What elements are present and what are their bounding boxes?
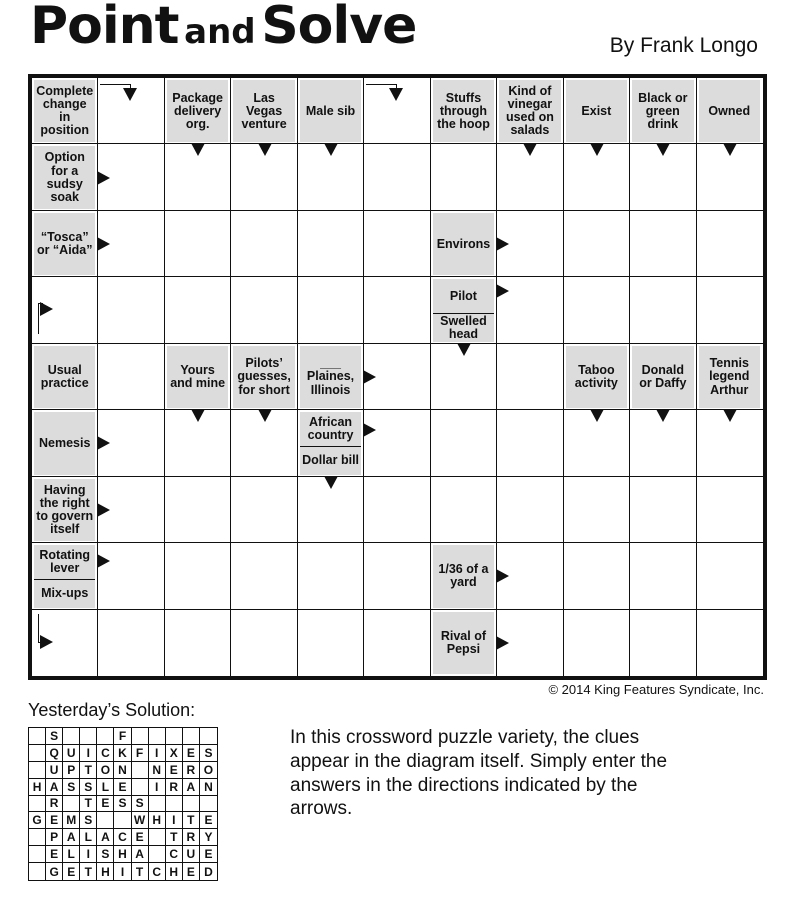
right-arrow-icon: [496, 284, 509, 298]
clue-r6c0: Having the right to govern itself: [34, 479, 95, 541]
clue-r3c6a: Pilot: [433, 279, 494, 314]
clue-r4c3: Pilots’ guesses, for short: [233, 346, 294, 408]
grid-cell[interactable]: [497, 410, 563, 476]
clue-r0c2: Package delivery org.: [167, 80, 228, 142]
solution-cell: [132, 779, 149, 796]
grid-cell[interactable]: [630, 543, 696, 609]
solution-cell: T: [166, 829, 183, 846]
down-arrow-icon: [723, 409, 737, 422]
solution-cell: [149, 728, 166, 745]
solution-cell: E: [97, 796, 114, 813]
solution-cell: I: [166, 812, 183, 829]
clue-r4c4: ___ Plaines, Illinois: [300, 346, 361, 408]
clue-r4c10: Tennis legend Arthur: [699, 346, 760, 408]
solution-cell: E: [46, 812, 63, 829]
solution-cell: [200, 728, 217, 745]
clue-r8c6: Rival of Pepsi: [433, 612, 494, 674]
right-arrow-icon: [496, 636, 509, 650]
clue-r5c4b: Dollar bill: [300, 447, 361, 475]
solution-cell: [97, 728, 114, 745]
right-arrow-icon: [363, 423, 376, 437]
solution-cell: [29, 863, 46, 880]
solution-cell: I: [149, 779, 166, 796]
clue-r0c3: Las Vegas venture: [233, 80, 294, 142]
clue-r5c4a: African country: [300, 412, 361, 447]
clue-r0c8: Exist: [566, 80, 627, 142]
right-arrow-icon: [97, 503, 110, 517]
down-arrow-icon: [656, 409, 670, 422]
solution-cell: O: [97, 762, 114, 779]
right-arrow-icon: [97, 554, 110, 568]
grid-cell[interactable]: [564, 610, 630, 676]
solution-cell: R: [183, 829, 200, 846]
solution-cell: C: [97, 745, 114, 762]
solution-cell: [29, 728, 46, 745]
clue-r7c0a: Rotating lever: [34, 545, 95, 580]
solution-cell: E: [200, 812, 217, 829]
grid-cell[interactable]: [298, 543, 364, 609]
right-arrow-icon: [496, 237, 509, 251]
grid-cell[interactable]: [364, 477, 430, 543]
solution-cell: S: [97, 846, 114, 863]
solution-cell: Q: [46, 745, 63, 762]
solution-cell: A: [183, 779, 200, 796]
solution-cell: L: [80, 829, 97, 846]
yesterday-solution-grid: [28, 727, 218, 881]
grid-cell[interactable]: [431, 477, 497, 543]
right-arrow-icon: [97, 171, 110, 185]
right-arrow-icon: [496, 569, 509, 583]
solution-cell: P: [46, 829, 63, 846]
solution-cell: X: [166, 745, 183, 762]
grid-cell[interactable]: [564, 543, 630, 609]
solution-cell: E: [63, 863, 80, 880]
solution-cell: [166, 796, 183, 813]
solution-cell: H: [97, 863, 114, 880]
clue-r0c9: Black or green drink: [632, 80, 693, 142]
clue-r1c0: Option for a sudsy soak: [34, 146, 95, 208]
solution-cell: R: [183, 762, 200, 779]
clue-r4c8: Taboo activity: [566, 346, 627, 408]
clue-r2c0: “Tosca” or “Aida”: [34, 213, 95, 275]
yesterday-solution-label: Yesterday’s Solution:: [28, 700, 196, 720]
clue-r3c6b: Swelled head: [433, 314, 494, 342]
solution-cell: S: [132, 796, 149, 813]
down-arrow-icon: [523, 143, 537, 156]
grid-cell[interactable]: [231, 543, 297, 609]
title-word-point: Point: [30, 0, 179, 56]
grid-cell[interactable]: [697, 211, 763, 277]
clue-r4c0: Usual practice: [34, 346, 95, 408]
solution-cell: L: [97, 779, 114, 796]
solution-cell: U: [183, 846, 200, 863]
solution-cell: C: [114, 829, 131, 846]
grid-cell[interactable]: [630, 277, 696, 343]
grid-cell[interactable]: [364, 277, 430, 343]
right-arrow-icon: [40, 302, 53, 316]
solution-cell: E: [46, 846, 63, 863]
grid-cell[interactable]: [364, 211, 430, 277]
solution-cell: U: [63, 745, 80, 762]
solution-cell: [132, 728, 149, 745]
grid-cell[interactable]: [298, 277, 364, 343]
solution-cell: M: [63, 812, 80, 829]
clue-r5c0: Nemesis: [34, 412, 95, 474]
clue-r7c0b: Mix-ups: [34, 580, 95, 608]
grid-cell[interactable]: [165, 477, 231, 543]
grid-cell[interactable]: [231, 277, 297, 343]
puzzle-title: [30, 0, 417, 56]
clue-r7c6: 1/36 of a yard: [433, 545, 494, 607]
solution-cell: [97, 812, 114, 829]
grid-cell[interactable]: [165, 543, 231, 609]
solution-cell: C: [149, 863, 166, 880]
instructions: In this crossword puzzle variety, the clues appear in the diagram itself. Simply enter the answers in the directions indicated by the arrows.: [290, 727, 668, 820]
grid-cell[interactable]: [231, 610, 297, 676]
right-arrow-icon: [97, 436, 110, 450]
solution-cell: I: [80, 745, 97, 762]
right-arrow-icon: [363, 370, 376, 384]
solution-cell: G: [46, 863, 63, 880]
grid-cell[interactable]: [364, 410, 430, 476]
grid-cell[interactable]: [697, 277, 763, 343]
grid-cell[interactable]: [165, 211, 231, 277]
solution-cell: E: [183, 863, 200, 880]
solution-cell: [29, 762, 46, 779]
solution-cell: F: [114, 728, 131, 745]
down-arrow-icon: [191, 143, 205, 156]
solution-cell: F: [132, 745, 149, 762]
grid-cell[interactable]: [364, 610, 430, 676]
grid-cell[interactable]: [697, 543, 763, 609]
solution-cell: G: [29, 812, 46, 829]
solution-cell: H: [114, 846, 131, 863]
solution-cell: E: [114, 779, 131, 796]
solution-cell: [200, 796, 217, 813]
clue-r2c6: Environs: [433, 213, 494, 275]
solution-cell: [29, 829, 46, 846]
grid-cell[interactable]: [630, 211, 696, 277]
byline: By Frank Longo: [609, 34, 758, 57]
down-arrow-icon: [258, 143, 272, 156]
down-arrow-icon: [123, 88, 137, 101]
solution-cell: I: [114, 863, 131, 880]
down-arrow-icon: [590, 409, 604, 422]
solution-cell: S: [63, 779, 80, 796]
solution-cell: [29, 745, 46, 762]
grid-cell[interactable]: [98, 344, 164, 410]
solution-cell: T: [80, 863, 97, 880]
solution-cell: K: [114, 745, 131, 762]
solution-cell: Y: [200, 829, 217, 846]
grid-cell[interactable]: [564, 211, 630, 277]
down-arrow-icon: [324, 476, 338, 489]
solution-cell: A: [97, 829, 114, 846]
down-arrow-icon: [324, 143, 338, 156]
solution-cell: N: [114, 762, 131, 779]
solution-cell: A: [63, 829, 80, 846]
solution-cell: [80, 728, 97, 745]
solution-cell: S: [114, 796, 131, 813]
solution-cell: P: [63, 762, 80, 779]
solution-cell: [114, 812, 131, 829]
clue-r0c4: Male sib: [300, 80, 361, 142]
solution-cell: L: [63, 846, 80, 863]
right-arrow-icon: [97, 237, 110, 251]
grid-cell[interactable]: [298, 610, 364, 676]
down-arrow-icon: [723, 143, 737, 156]
solution-cell: R: [166, 779, 183, 796]
solution-cell: [183, 796, 200, 813]
solution-cell: T: [80, 762, 97, 779]
grid-cell[interactable]: [231, 477, 297, 543]
grid-cell[interactable]: [564, 277, 630, 343]
solution-cell: W: [132, 812, 149, 829]
solution-cell: [29, 796, 46, 813]
grid-cell[interactable]: [431, 144, 497, 210]
grid-cell[interactable]: [431, 410, 497, 476]
solution-cell: T: [183, 812, 200, 829]
solution-cell: T: [80, 796, 97, 813]
grid-cell[interactable]: [497, 344, 563, 410]
down-arrow-icon: [389, 88, 403, 101]
grid-cell[interactable]: [630, 477, 696, 543]
grid-cell[interactable]: [165, 277, 231, 343]
solution-cell: S: [80, 812, 97, 829]
solution-cell: [166, 728, 183, 745]
solution-cell: O: [200, 762, 217, 779]
grid-cell[interactable]: [697, 477, 763, 543]
title-word-and: and: [184, 12, 256, 52]
down-arrow-icon: [590, 143, 604, 156]
clue-r0c0: Complete change in position: [34, 80, 95, 142]
title-word-solve: Solve: [261, 0, 417, 56]
grid-cell[interactable]: [697, 610, 763, 676]
down-arrow-icon: [656, 143, 670, 156]
solution-cell: A: [132, 846, 149, 863]
down-arrow-icon: [258, 409, 272, 422]
clue-r4c2: Yours and mine: [167, 346, 228, 408]
solution-cell: E: [183, 745, 200, 762]
solution-cell: [63, 728, 80, 745]
solution-cell: D: [204, 864, 213, 879]
solution-cell: [183, 728, 200, 745]
solution-cell: N: [149, 762, 166, 779]
clue-r0c10: Owned: [699, 80, 760, 142]
solution-cell: N: [200, 779, 217, 796]
grid-cell[interactable]: [165, 610, 231, 676]
solution-cell: T: [132, 863, 149, 880]
solution-cell: S: [80, 779, 97, 796]
clue-r0c6: Stuffs through the hoop: [433, 80, 494, 142]
solution-cell: H: [29, 779, 46, 796]
solution-cell: H: [166, 863, 183, 880]
solution-cell: A: [46, 779, 63, 796]
solution-cell: E: [166, 762, 183, 779]
solution-cell: I: [80, 846, 97, 863]
grid-cell[interactable]: [630, 610, 696, 676]
right-arrow-icon: [40, 635, 53, 649]
solution-cell: [29, 846, 46, 863]
solution-cell: E: [200, 846, 217, 863]
solution-cell: S: [46, 728, 63, 745]
grid-cell[interactable]: [231, 211, 297, 277]
solution-cell: R: [46, 796, 63, 813]
solution-cell: [132, 762, 149, 779]
solution-cell: E: [132, 829, 149, 846]
solution-cell: U: [46, 762, 63, 779]
grid-cell[interactable]: [364, 543, 430, 609]
solution-cell: [63, 796, 80, 813]
grid-cell[interactable]: [364, 144, 430, 210]
grid-cell[interactable]: [497, 477, 563, 543]
down-arrow-icon: [191, 409, 205, 422]
grid-cell[interactable]: [564, 477, 630, 543]
copyright: © 2014 King Features Syndicate, Inc.: [548, 682, 764, 697]
solution-cell: H: [149, 812, 166, 829]
crossword-grid: [28, 74, 767, 680]
clue-r4c9: Donald or Daffy: [632, 346, 693, 408]
solution-cell: [149, 846, 166, 863]
solution-cell: S: [200, 745, 217, 762]
grid-cell[interactable]: [298, 211, 364, 277]
grid-cell[interactable]: [98, 610, 164, 676]
solution-cell: I: [149, 745, 166, 762]
down-arrow-icon: [457, 343, 471, 356]
solution-cell: [149, 796, 166, 813]
solution-cell: [149, 829, 166, 846]
grid-cell[interactable]: [98, 277, 164, 343]
clue-r0c7: Kind of vinegar used on salads: [499, 80, 560, 142]
solution-cell: C: [166, 846, 183, 863]
